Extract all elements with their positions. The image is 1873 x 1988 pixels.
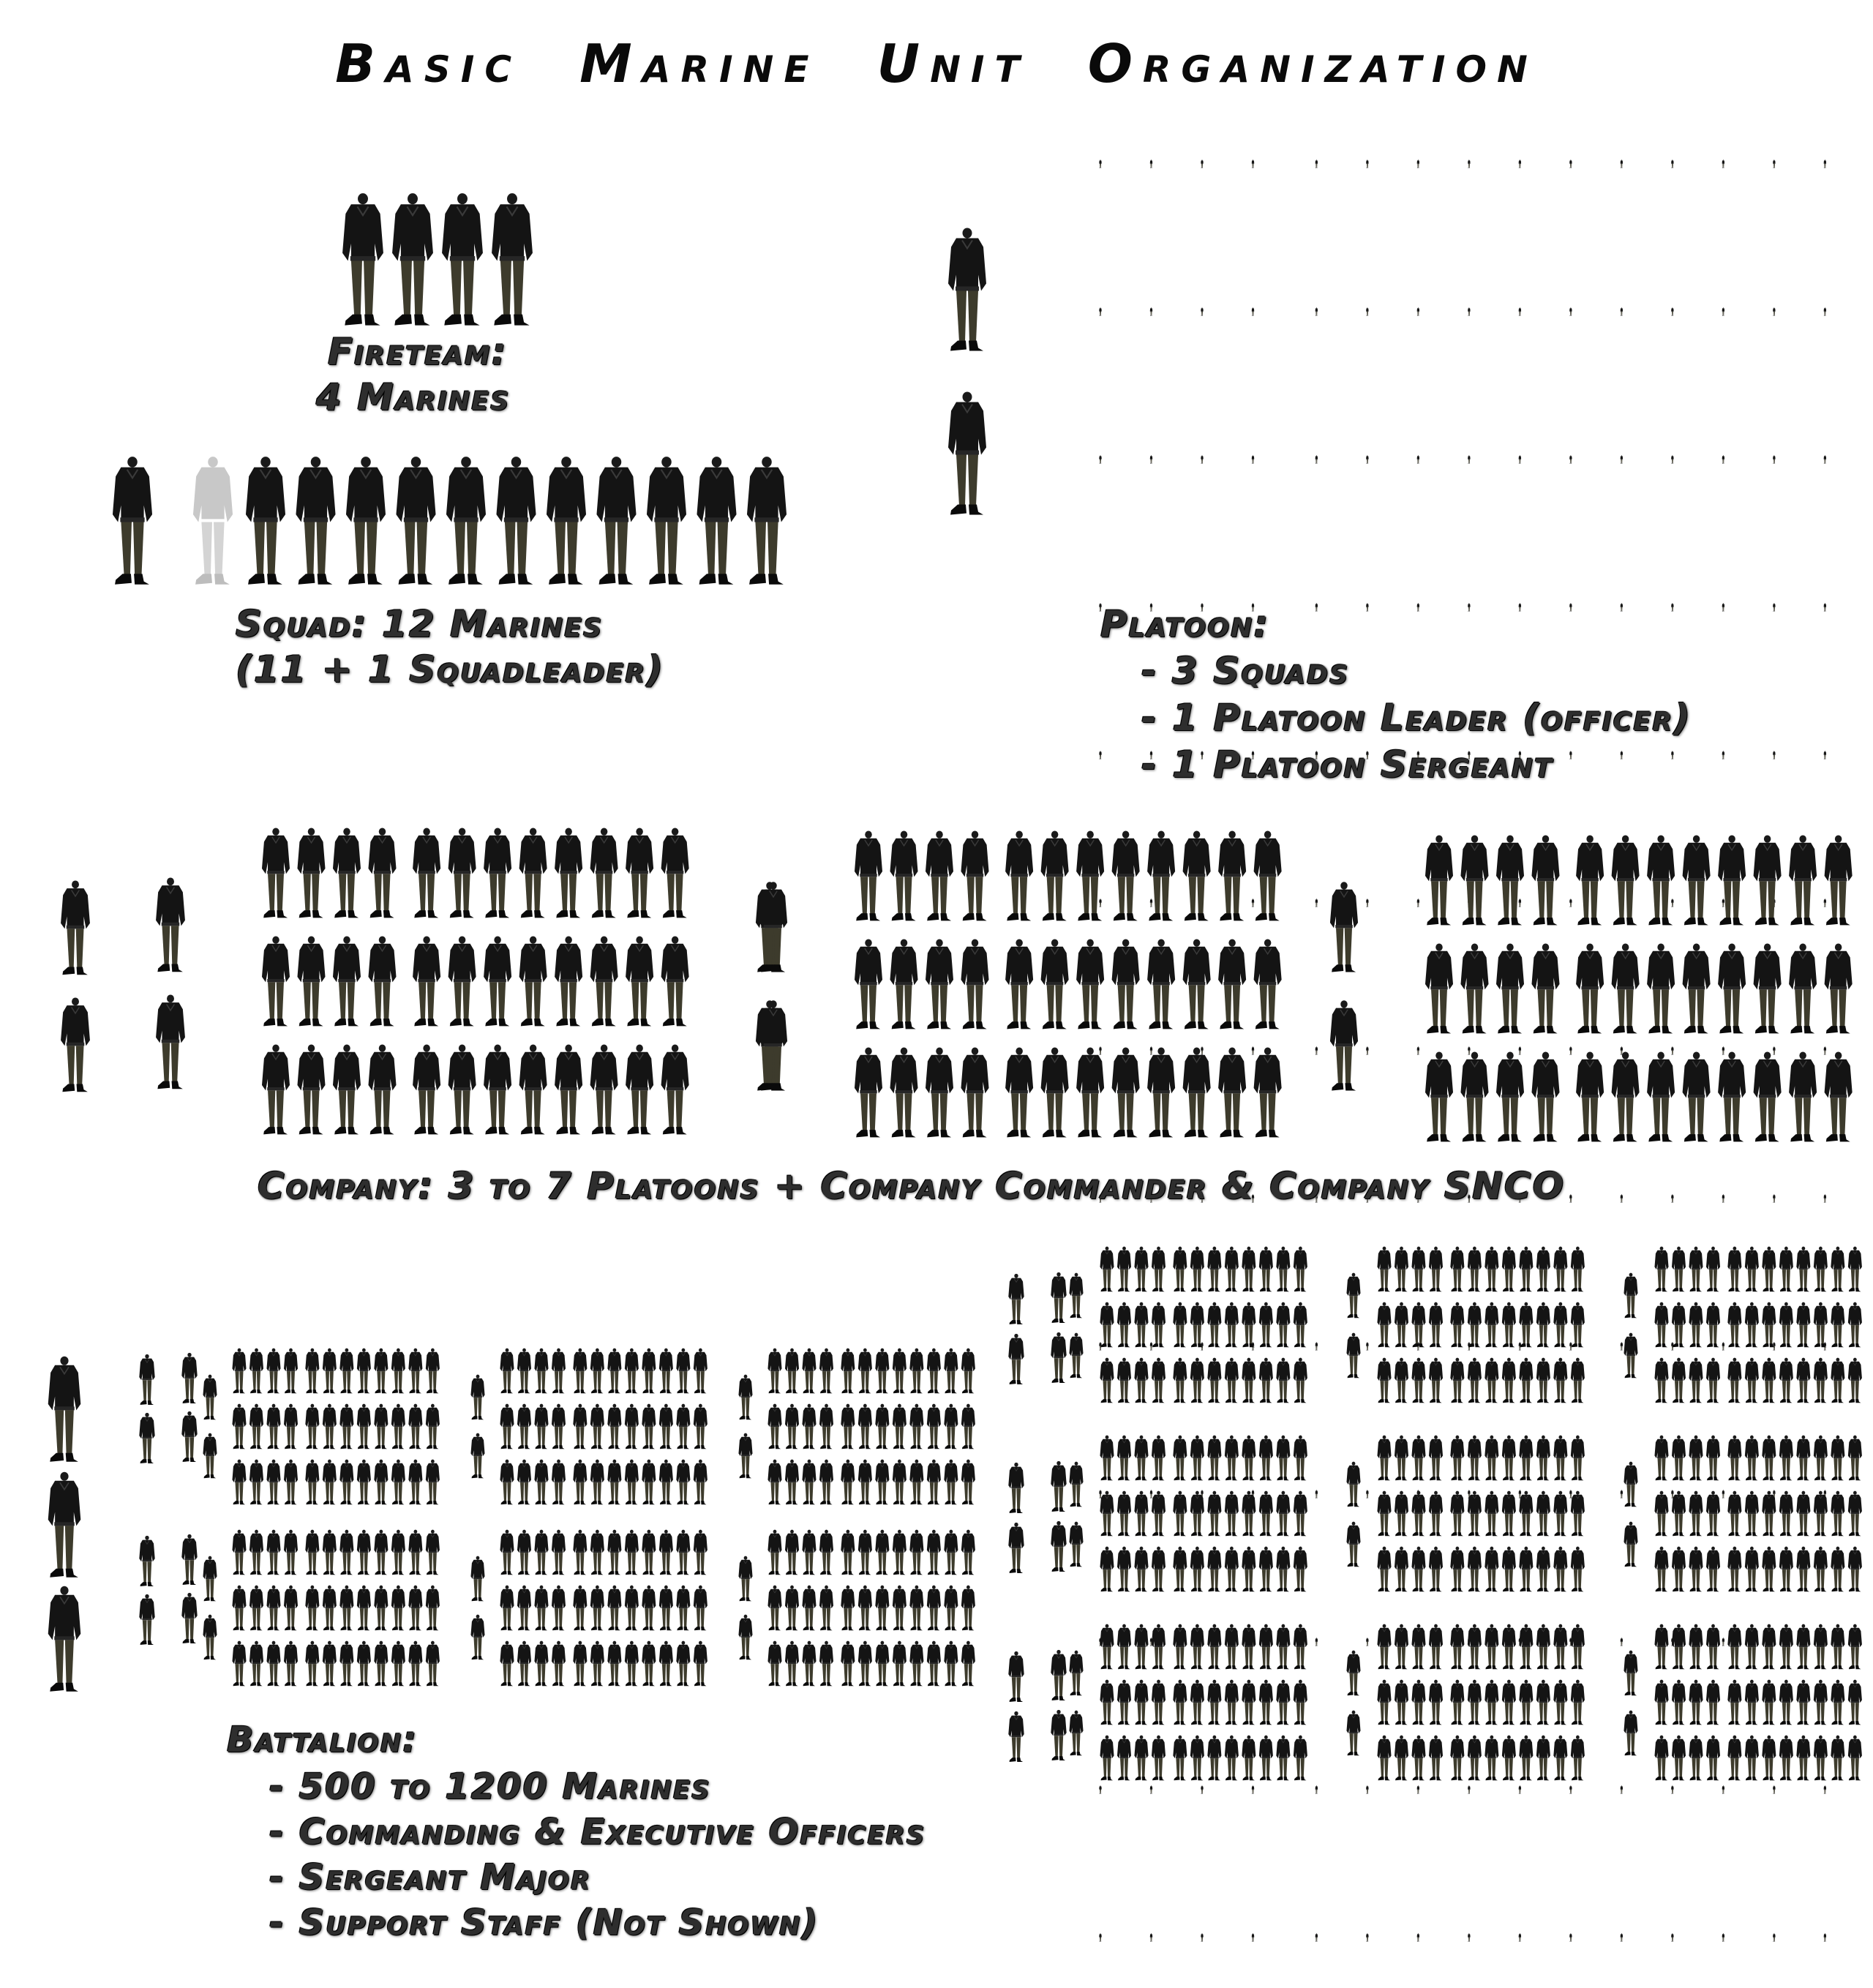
- 3: [1671, 603, 1673, 611]
- 3: [1252, 160, 1254, 168]
- squad-marine-figure: [396, 457, 435, 585]
- 3: [1366, 1785, 1368, 1793]
- 3: [1201, 307, 1203, 315]
- squad-ghost-figure: [193, 457, 233, 585]
- squad-marine-figure: [496, 457, 536, 585]
- 3: [1366, 603, 1368, 611]
- 3: [1671, 1490, 1673, 1498]
- 3: [1722, 307, 1724, 315]
- 3: [1824, 160, 1826, 168]
- 3: [1671, 751, 1673, 759]
- 3: [1569, 899, 1572, 907]
- 3: [1671, 1046, 1673, 1054]
- 3: [1569, 455, 1572, 463]
- 3: [1722, 899, 1724, 907]
- 3: [1468, 603, 1470, 611]
- 3: [1621, 751, 1623, 759]
- 3: [1773, 603, 1775, 611]
- 3: [1519, 899, 1521, 907]
- 3: [1252, 1933, 1254, 1941]
- 3: [1315, 1046, 1318, 1054]
- 3: [1201, 1785, 1203, 1793]
- 3: [1671, 1194, 1673, 1202]
- 3: [1468, 455, 1470, 463]
- 3: [1099, 1490, 1101, 1498]
- 3: [1099, 1785, 1101, 1793]
- 3: [1722, 603, 1724, 611]
- 3: [1621, 1638, 1623, 1646]
- 3: [1773, 307, 1775, 315]
- 3: [1150, 160, 1152, 168]
- 3: [1621, 1342, 1623, 1350]
- 3: [1824, 751, 1826, 759]
- 3: [1569, 160, 1572, 168]
- squad-marine-figure: [246, 457, 285, 585]
- 3: [1773, 1194, 1775, 1202]
- 3: [1569, 1342, 1572, 1350]
- 3: [1150, 1046, 1152, 1054]
- 3: [1824, 1194, 1826, 1202]
- 3: [1417, 1046, 1419, 1054]
- 3: [1252, 307, 1254, 315]
- 3: [1099, 307, 1101, 315]
- squad-marine-figure: [446, 457, 486, 585]
- 3: [1417, 603, 1419, 611]
- 3: [1315, 1933, 1318, 1941]
- squad-leader-figure: [113, 457, 152, 585]
- 3: [1201, 455, 1203, 463]
- 3: [1569, 1046, 1572, 1054]
- 3: [1099, 899, 1101, 907]
- 3: [1417, 1933, 1419, 1941]
- 3: [1722, 1785, 1724, 1793]
- 3: [1722, 751, 1724, 759]
- 3: [1824, 455, 1826, 463]
- 3: [1519, 1933, 1521, 1941]
- 3: [1366, 1046, 1368, 1054]
- 3: [1150, 455, 1152, 463]
- 3: [1569, 307, 1572, 315]
- 3: [1417, 899, 1419, 907]
- 3: [1621, 1490, 1623, 1498]
- 3: [1315, 1785, 1318, 1793]
- 3: [1569, 1785, 1572, 1793]
- 3: [1417, 455, 1419, 463]
- 3: [1468, 307, 1470, 315]
- 3: [1366, 1490, 1368, 1498]
- 3: [1201, 1046, 1203, 1054]
- 3: [1417, 307, 1419, 315]
- 3: [1621, 455, 1623, 463]
- 3: [1824, 1933, 1826, 1941]
- 3: [1569, 603, 1572, 611]
- 3: [1824, 603, 1826, 611]
- 3: [1621, 1785, 1623, 1793]
- page-title: Basic Marine Unit Organization: [335, 33, 1538, 94]
- 3: [1519, 1046, 1521, 1054]
- 3: [1099, 751, 1101, 759]
- 3: [1150, 1490, 1152, 1498]
- 3: [1252, 1046, 1254, 1054]
- squad-marine-figure: [346, 457, 386, 585]
- 3: [1468, 1933, 1470, 1941]
- 3: [1366, 307, 1368, 315]
- 3: [1468, 160, 1470, 168]
- 3: [1519, 160, 1521, 168]
- 3: [1824, 307, 1826, 315]
- 3: [1722, 1933, 1724, 1941]
- 3: [1569, 1933, 1572, 1941]
- 3: [1315, 1638, 1318, 1646]
- 3: [1621, 1046, 1623, 1054]
- 3: [1366, 455, 1368, 463]
- 3: [1773, 1785, 1775, 1793]
- 3: [1099, 455, 1101, 463]
- 3: [1150, 1342, 1152, 1350]
- 3: [1519, 1490, 1521, 1498]
- 3: [1315, 160, 1318, 168]
- 3: [1315, 455, 1318, 463]
- 3: [1417, 1785, 1419, 1793]
- 3: [1519, 307, 1521, 315]
- platoon-sergeant-figure: [948, 392, 986, 515]
- 3: [1315, 1490, 1318, 1498]
- 3: [1569, 751, 1572, 759]
- 3: [1722, 1342, 1724, 1350]
- 3: [1722, 160, 1724, 168]
- 3: [1671, 899, 1673, 907]
- 3: [1773, 455, 1775, 463]
- squad-marine-figure: [547, 457, 586, 585]
- 3: [1315, 899, 1318, 907]
- 3: [1150, 307, 1152, 315]
- squad-marine-figure: [647, 457, 686, 585]
- 3: [1099, 1046, 1101, 1054]
- 3: [1519, 455, 1521, 463]
- 3: [1201, 160, 1203, 168]
- fireteam-marine-figure: [492, 193, 533, 325]
- 3: [1366, 1638, 1368, 1646]
- 3: [1671, 307, 1673, 315]
- squad-marine-figure: [747, 457, 787, 585]
- 3: [1252, 899, 1254, 907]
- 3: [1671, 1933, 1673, 1941]
- 3: [1773, 751, 1775, 759]
- 3: [1366, 899, 1368, 907]
- 3: [1824, 899, 1826, 907]
- 3: [1252, 455, 1254, 463]
- 3: [1519, 603, 1521, 611]
- 3: [1468, 1046, 1470, 1054]
- 3: [1671, 455, 1673, 463]
- 3: [1315, 307, 1318, 315]
- platoon-leader-figure: [948, 228, 986, 351]
- 3: [1722, 1046, 1724, 1054]
- 3: [1315, 603, 1318, 611]
- squad-marine-figure: [697, 457, 736, 585]
- 3: [1099, 160, 1101, 168]
- 3: [1366, 1342, 1368, 1350]
- 3: [1621, 1933, 1623, 1941]
- 3: [1671, 160, 1673, 168]
- 3: [1366, 1933, 1368, 1941]
- fireteam-marine-figure: [442, 193, 483, 325]
- fireteam-marine-figure: [392, 193, 433, 325]
- 3: [1099, 1933, 1101, 1941]
- squad-marine-figure: [296, 457, 335, 585]
- 3: [1252, 1785, 1254, 1793]
- 3: [1773, 1933, 1775, 1941]
- 3: [1722, 1194, 1724, 1202]
- 3: [1519, 1785, 1521, 1793]
- 3: [1722, 455, 1724, 463]
- 3: [1201, 1933, 1203, 1941]
- 3: [1621, 1194, 1623, 1202]
- 3: [1773, 160, 1775, 168]
- 3: [1824, 1785, 1826, 1793]
- 3: [1150, 899, 1152, 907]
- 3: [1621, 307, 1623, 315]
- squad-marine-figure: [596, 457, 636, 585]
- 3: [1671, 1785, 1673, 1793]
- 3: [1773, 1342, 1775, 1350]
- 3: [1621, 603, 1623, 611]
- 3: [1417, 160, 1419, 168]
- 3: [1621, 160, 1623, 168]
- 3: [1569, 1490, 1572, 1498]
- fireteam-marine-figure: [342, 193, 383, 325]
- 3: [1722, 1638, 1724, 1646]
- 3: [1150, 1785, 1152, 1793]
- 3: [1569, 1194, 1572, 1202]
- 3: [1722, 1490, 1724, 1498]
- 3: [1150, 1933, 1152, 1941]
- 3: [1773, 1046, 1775, 1054]
- 3: [1468, 1785, 1470, 1793]
- 3: [1315, 1342, 1318, 1350]
- 3: [1824, 1046, 1826, 1054]
- 3: [1366, 160, 1368, 168]
